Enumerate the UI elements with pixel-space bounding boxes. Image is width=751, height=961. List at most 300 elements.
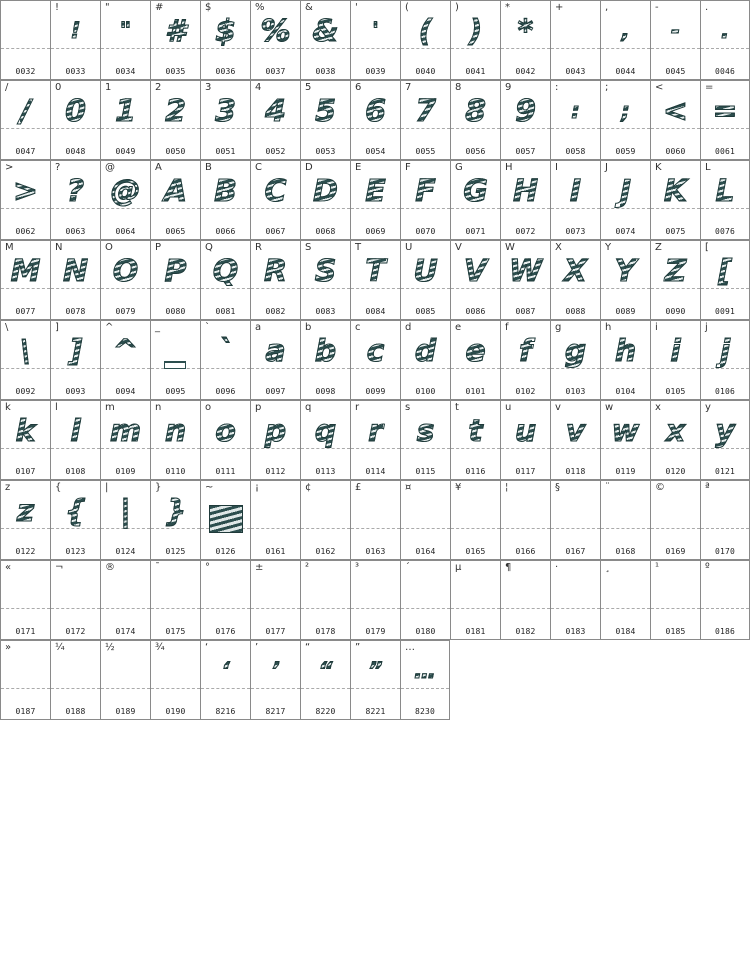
glyph-code: 0097 xyxy=(265,387,286,396)
glyph-code: 0059 xyxy=(615,147,636,156)
glyph-char-label: ’ xyxy=(255,642,259,653)
glyph-specimen: k xyxy=(15,414,36,449)
glyph-code: 0075 xyxy=(665,227,686,236)
glyph-specimen: - xyxy=(651,13,700,51)
glyph-char-label: * xyxy=(505,2,510,13)
glyph-cell xyxy=(300,480,350,560)
glyph-specimen: Q xyxy=(212,254,239,289)
glyph-char-label: ¦ xyxy=(505,482,509,493)
glyph-char-label: q xyxy=(305,402,312,413)
baseline-guide xyxy=(151,608,200,609)
glyph-code: 0034 xyxy=(115,67,136,76)
baseline-guide xyxy=(651,528,700,529)
baseline-guide xyxy=(51,688,100,689)
glyph-code: 0126 xyxy=(215,547,236,556)
glyph-cell xyxy=(400,640,450,720)
baseline-guide xyxy=(1,48,50,49)
glyph-char-label: } xyxy=(155,482,162,493)
glyph-code: 0120 xyxy=(665,467,686,476)
baseline-guide xyxy=(451,608,500,609)
glyph-code: 0102 xyxy=(515,387,536,396)
glyph-cell xyxy=(200,240,250,320)
baseline-guide xyxy=(351,528,400,529)
glyph-cell xyxy=(550,80,600,160)
glyph-specimen: / xyxy=(20,94,31,129)
glyph-cell xyxy=(400,400,450,480)
glyph-char-label: @ xyxy=(105,162,115,173)
glyph-cell xyxy=(400,0,450,80)
glyph-char-label: ( xyxy=(405,2,409,13)
glyph-cell xyxy=(50,320,100,400)
glyph-code: 0103 xyxy=(565,387,586,396)
glyph-code: 0053 xyxy=(315,147,336,156)
glyph-specimen: … xyxy=(401,653,449,691)
glyph-code: 0095 xyxy=(165,387,186,396)
glyph-cell xyxy=(700,80,750,160)
glyph-code: 0106 xyxy=(714,387,736,396)
glyph-specimen: ? xyxy=(66,174,85,209)
glyph-char-label: U xyxy=(405,242,413,253)
glyph-specimen: } xyxy=(164,494,187,529)
glyph-cell xyxy=(200,0,250,80)
glyph-specimen: o xyxy=(215,414,236,449)
glyph-code: 0032 xyxy=(15,67,36,76)
glyph-cell xyxy=(600,560,650,640)
glyph-char-label: 4 xyxy=(255,82,262,93)
glyph-code: 0096 xyxy=(215,387,236,396)
glyph-cell xyxy=(350,0,400,80)
glyph-cell xyxy=(150,560,200,640)
glyph-char-label: ³ xyxy=(355,562,360,573)
glyph-code: 0048 xyxy=(65,147,86,156)
glyph-code: 0093 xyxy=(65,387,86,396)
glyph-char-label: " xyxy=(105,2,110,13)
glyph-code: 0179 xyxy=(365,627,386,636)
glyph-code: 0050 xyxy=(165,147,186,156)
glyph-char-label: 5 xyxy=(305,82,312,93)
glyph-code: 0066 xyxy=(215,227,236,236)
glyph-code: 0036 xyxy=(215,67,236,76)
glyph-specimen: > xyxy=(12,174,39,209)
glyph-specimen: q xyxy=(314,414,337,449)
glyph-specimen: [ xyxy=(718,254,732,289)
glyph-code: 0039 xyxy=(365,67,386,76)
glyph-char-label: ‘ xyxy=(205,642,209,653)
glyph-specimen xyxy=(209,505,243,533)
glyph-cell xyxy=(300,640,350,720)
glyph-cell xyxy=(200,400,250,480)
glyph-specimen: a xyxy=(265,334,286,369)
glyph-char-label: … xyxy=(405,642,415,653)
glyph-code: 0086 xyxy=(465,307,486,316)
glyph-char-label: ® xyxy=(105,562,115,573)
glyph-specimen: D xyxy=(313,174,338,209)
glyph-specimen: b xyxy=(314,334,337,369)
glyph-specimen: 9 xyxy=(515,94,536,129)
glyph-row xyxy=(0,240,751,320)
glyph-code: 0104 xyxy=(615,387,636,396)
glyph-cell xyxy=(450,80,500,160)
glyph-specimen: Z xyxy=(664,254,687,289)
glyph-specimen: Y xyxy=(614,254,637,289)
glyph-specimen: | xyxy=(120,494,131,529)
glyph-char-label: ! xyxy=(55,2,60,13)
glyph-code: 0175 xyxy=(165,627,186,636)
glyph-specimen: X xyxy=(563,254,588,289)
glyph-cell xyxy=(500,240,550,320)
glyph-specimen: % xyxy=(260,14,291,49)
glyph-cell xyxy=(400,80,450,160)
glyph-char-label: P xyxy=(155,242,162,253)
glyph-cell xyxy=(50,640,100,720)
glyph-specimen: \ xyxy=(20,334,31,369)
baseline-guide xyxy=(201,608,250,609)
glyph-specimen: c xyxy=(366,334,385,369)
glyph-cell xyxy=(300,560,350,640)
baseline-guide xyxy=(601,608,650,609)
glyph-cell xyxy=(100,160,150,240)
glyph-code: 8230 xyxy=(414,707,436,716)
glyph-code: 0056 xyxy=(465,147,486,156)
baseline-guide xyxy=(601,528,650,529)
glyph-char-label: V xyxy=(455,242,462,253)
glyph-code: 0082 xyxy=(265,307,286,316)
glyph-specimen: u xyxy=(514,414,537,449)
glyph-code: 0033 xyxy=(65,67,86,76)
glyph-specimen: = xyxy=(712,94,738,129)
glyph-char-label: H xyxy=(505,162,513,173)
glyph-cell xyxy=(50,0,100,80)
glyph-specimen: , xyxy=(601,13,650,51)
glyph-cell xyxy=(450,560,500,640)
glyph-specimen: y xyxy=(715,414,735,449)
glyph-specimen: ” xyxy=(351,653,400,691)
glyph-cell xyxy=(500,400,550,480)
baseline-guide xyxy=(101,688,150,689)
glyph-code: 0064 xyxy=(115,227,136,236)
glyph-code: 0054 xyxy=(365,147,386,156)
glyph-code: 0165 xyxy=(465,547,486,556)
glyph-cell xyxy=(250,0,300,80)
glyph-char-label: ¾ xyxy=(155,642,165,653)
glyph-char-label: § xyxy=(555,482,560,493)
glyph-code: 8217 xyxy=(265,707,286,716)
baseline-guide xyxy=(1,688,50,689)
glyph-cell xyxy=(200,160,250,240)
baseline-guide xyxy=(51,608,100,609)
glyph-cell xyxy=(50,480,100,560)
glyph-char-label: B xyxy=(205,162,212,173)
glyph-char-label: ½ xyxy=(105,642,115,653)
glyph-cell xyxy=(0,160,50,240)
glyph-cell xyxy=(150,480,200,560)
glyph-code: 0045 xyxy=(665,67,686,76)
glyph-char-label: t xyxy=(455,402,459,413)
glyph-code: 0074 xyxy=(615,227,636,236)
glyph-cell xyxy=(700,400,750,480)
glyph-char-label: x xyxy=(655,402,661,413)
glyph-code: 0171 xyxy=(15,627,36,636)
glyph-cell xyxy=(350,80,400,160)
glyph-code: 0161 xyxy=(265,547,286,556)
glyph-cell xyxy=(0,400,50,480)
glyph-cell xyxy=(350,560,400,640)
baseline-guide xyxy=(551,528,600,529)
glyph-char-label: I xyxy=(555,162,558,173)
glyph-char-label: © xyxy=(655,482,665,493)
glyph-code: 0183 xyxy=(565,627,586,636)
glyph-specimen: ^ xyxy=(112,334,139,369)
baseline-guide xyxy=(401,608,450,609)
glyph-char-label: W xyxy=(505,242,515,253)
glyph-code: 0077 xyxy=(15,307,36,316)
glyph-code: 0060 xyxy=(665,147,686,156)
glyph-cell xyxy=(350,160,400,240)
glyph-code: 0167 xyxy=(565,547,586,556)
glyph-code: 0047 xyxy=(15,147,36,156)
glyph-char-label: K xyxy=(655,162,662,173)
glyph-char-label: Y xyxy=(605,242,612,253)
glyph-code: 0178 xyxy=(315,627,336,636)
glyph-cell xyxy=(0,560,50,640)
glyph-cell xyxy=(700,560,750,640)
glyph-char-label: : xyxy=(555,82,559,93)
glyph-char-label: i xyxy=(655,322,658,333)
glyph-specimen: f xyxy=(518,334,533,369)
glyph-char-label: ” xyxy=(355,642,361,653)
glyph-char-label: y xyxy=(705,402,711,413)
glyph-char-label: N xyxy=(55,242,63,253)
glyph-specimen: P xyxy=(164,254,187,289)
glyph-code: 0042 xyxy=(515,67,536,76)
glyph-cell xyxy=(250,480,300,560)
glyph-specimen: R xyxy=(263,254,288,289)
glyph-code: 0041 xyxy=(465,67,486,76)
glyph-cell xyxy=(600,80,650,160)
glyph-cell xyxy=(100,80,150,160)
glyph-specimen: ] xyxy=(68,334,83,369)
glyph-char-label: ~ xyxy=(205,482,214,493)
glyph-cell xyxy=(600,480,650,560)
glyph-code: 0114 xyxy=(365,467,386,476)
glyph-cell xyxy=(100,560,150,640)
glyph-cell xyxy=(600,240,650,320)
glyph-cell xyxy=(300,160,350,240)
glyph-cell xyxy=(500,320,550,400)
glyph-char-label: 9 xyxy=(505,82,512,93)
glyph-cell xyxy=(600,320,650,400)
glyph-code: 8216 xyxy=(215,707,236,716)
glyph-char-label: ¼ xyxy=(55,642,65,653)
glyph-cell xyxy=(200,640,250,720)
glyph-cell xyxy=(450,160,500,240)
glyph-cell xyxy=(200,480,250,560)
glyph-cell xyxy=(150,80,200,160)
glyph-char-label: ¯ xyxy=(155,562,160,573)
glyph-code: 0072 xyxy=(515,227,536,236)
glyph-cell xyxy=(700,0,750,80)
glyph-char-label: & xyxy=(305,2,313,13)
glyph-char-label: g xyxy=(555,322,562,333)
glyph-char-label: Q xyxy=(205,242,213,253)
glyph-specimen: A xyxy=(163,174,188,209)
glyph-row xyxy=(0,480,751,560)
glyph-code: 0190 xyxy=(165,707,186,716)
glyph-cell xyxy=(650,480,700,560)
glyph-char-label: · xyxy=(555,562,559,573)
glyph-code: 0055 xyxy=(415,147,436,156)
glyph-cell xyxy=(550,160,600,240)
glyph-code: 0083 xyxy=(315,307,336,316)
glyph-char-label: f xyxy=(505,322,509,333)
glyph-specimen: t xyxy=(468,414,483,449)
glyph-cell xyxy=(150,400,200,480)
glyph-cell xyxy=(400,480,450,560)
glyph-char-label: c xyxy=(355,322,361,333)
glyph-char-label: « xyxy=(5,562,12,573)
glyph-char-label: s xyxy=(405,402,411,413)
baseline-guide xyxy=(251,608,300,609)
glyph-specimen: I xyxy=(569,174,582,209)
glyph-cell xyxy=(450,400,500,480)
baseline-guide xyxy=(551,48,600,49)
glyph-specimen: M xyxy=(10,254,41,289)
glyph-code: 0123 xyxy=(65,547,86,556)
glyph-specimen: ` xyxy=(218,334,233,369)
glyph-char-label: # xyxy=(155,2,164,13)
glyph-cell xyxy=(350,480,400,560)
glyph-char-label: ' xyxy=(355,2,358,13)
glyph-char-label: j xyxy=(705,322,708,333)
glyph-specimen: E xyxy=(365,174,386,209)
glyph-char-label: k xyxy=(5,402,11,413)
glyph-char-label: M xyxy=(5,242,14,253)
glyph-char-label: e xyxy=(455,322,462,333)
glyph-code: 0177 xyxy=(265,627,286,636)
glyph-specimen: L xyxy=(715,174,735,209)
glyph-char-label: 1 xyxy=(105,82,112,93)
glyph-code: 0051 xyxy=(215,147,236,156)
glyph-specimen: h xyxy=(614,334,637,369)
glyph-char-label: b xyxy=(305,322,312,333)
glyph-code: 0189 xyxy=(115,707,136,716)
glyph-char-label: . xyxy=(705,2,709,13)
glyph-cell xyxy=(350,240,400,320)
glyph-char-label: D xyxy=(305,162,313,173)
glyph-cell xyxy=(250,560,300,640)
glyph-cell xyxy=(50,160,100,240)
glyph-char-label: 6 xyxy=(355,82,362,93)
glyph-cell xyxy=(250,640,300,720)
glyph-cell xyxy=(50,80,100,160)
glyph-char-label: ² xyxy=(305,562,310,573)
glyph-code: 0079 xyxy=(115,307,136,316)
glyph-code: 0111 xyxy=(215,467,236,476)
glyph-code: 0168 xyxy=(615,547,636,556)
glyph-cell xyxy=(700,160,750,240)
glyph-code: 0052 xyxy=(265,147,286,156)
glyph-char-label: ¡ xyxy=(255,482,260,493)
baseline-guide xyxy=(701,608,749,609)
glyph-char-label: $ xyxy=(205,2,212,13)
glyph-specimen: V xyxy=(463,254,488,289)
glyph-char-label: G xyxy=(455,162,463,173)
glyph-cell xyxy=(100,240,150,320)
glyph-specimen: g xyxy=(564,334,587,369)
glyph-code: 0166 xyxy=(515,547,536,556)
glyph-char-label: ) xyxy=(455,2,459,13)
glyph-code: 0081 xyxy=(215,307,236,316)
glyph-char-label: O xyxy=(105,242,113,253)
glyph-char-label: ¨ xyxy=(605,482,610,493)
glyph-code: 0116 xyxy=(465,467,486,476)
glyph-cell xyxy=(300,240,350,320)
glyph-specimen: W xyxy=(508,254,543,289)
glyph-specimen: s xyxy=(416,414,435,449)
glyph-cell xyxy=(500,0,550,80)
glyph-code: 0113 xyxy=(315,467,336,476)
glyph-cell xyxy=(50,560,100,640)
glyph-specimen: n xyxy=(164,414,187,449)
glyph-row xyxy=(0,0,751,80)
glyph-specimen: x xyxy=(665,414,686,449)
glyph-cell xyxy=(550,400,600,480)
glyph-char-label: £ xyxy=(355,482,362,493)
glyph-code: 0109 xyxy=(115,467,136,476)
glyph-cell xyxy=(0,240,50,320)
glyph-specimen: " xyxy=(101,13,150,51)
glyph-specimen: j xyxy=(719,334,731,369)
glyph-code: 0174 xyxy=(115,627,136,636)
glyph-char-label: h xyxy=(605,322,612,333)
glyph-char-label: u xyxy=(505,402,512,413)
glyph-specimen: : xyxy=(551,93,600,131)
glyph-char-label: a xyxy=(255,322,262,333)
glyph-char-label: v xyxy=(555,402,561,413)
glyph-cell xyxy=(650,240,700,320)
glyph-code: 0046 xyxy=(714,67,736,76)
glyph-code: 0094 xyxy=(115,387,136,396)
glyph-row xyxy=(0,640,751,720)
glyph-char-label: , xyxy=(605,2,609,13)
glyph-code: 0125 xyxy=(165,547,186,556)
glyph-char-label: o xyxy=(205,402,212,413)
glyph-specimen: S xyxy=(314,254,337,289)
glyph-row xyxy=(0,160,751,240)
glyph-code: 0070 xyxy=(415,227,436,236)
glyph-char-label: L xyxy=(705,162,711,173)
glyph-specimen: 1 xyxy=(115,94,136,129)
glyph-char-label: z xyxy=(5,482,11,493)
glyph-cell xyxy=(550,320,600,400)
baseline-guide xyxy=(651,608,700,609)
glyph-specimen: 2 xyxy=(165,94,186,129)
glyph-specimen: ’ xyxy=(251,653,300,691)
glyph-code: 0186 xyxy=(714,627,736,636)
glyph-char-label: F xyxy=(405,162,411,173)
glyph-code: 0076 xyxy=(714,227,736,236)
glyph-char-label: T xyxy=(355,242,362,253)
glyph-code: 0078 xyxy=(65,307,86,316)
glyph-char-label: 3 xyxy=(205,82,212,93)
glyph-cell xyxy=(100,320,150,400)
glyph-char-label: “ xyxy=(305,642,311,653)
glyph-code: 0089 xyxy=(615,307,636,316)
glyph-specimen: J xyxy=(619,174,632,209)
glyph-char-label: [ xyxy=(705,242,709,253)
glyph-code: 0112 xyxy=(265,467,286,476)
glyph-specimen xyxy=(164,361,186,369)
